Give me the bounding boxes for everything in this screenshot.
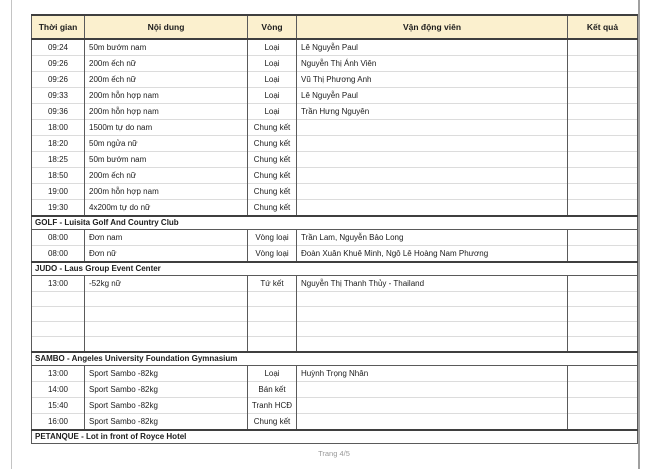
cell-round: Loại [248,39,297,56]
section-header-row [32,262,638,276]
cell-event: Đơn nữ [85,246,248,263]
table-row [32,230,638,246]
table-row [32,322,638,337]
section-header: SAMBO - Angeles University Foundation Gymnasium [32,352,638,366]
cell-result [568,246,638,263]
cell-round: Chung kết [248,120,297,136]
table-row [32,120,638,136]
cell-event: Sport Sambo -82kg [85,397,248,413]
cell-time: 09:26 [32,56,85,72]
schedule-table [31,14,638,444]
cell-time: 14:00 [32,381,85,397]
cell-athletes [297,337,568,352]
cell-event: 200m hỗn hợp nam [85,184,248,200]
cell-athletes [297,413,568,430]
cell-result [568,72,638,88]
col-header-event: Nội dung [85,15,248,39]
table-row [32,39,638,56]
cell-round: Tứ kết [248,276,297,292]
table-header [32,15,638,39]
cell-result [568,136,638,152]
cell-time: 09:24 [32,39,85,56]
cell-time: 08:00 [32,246,85,263]
cell-result [568,104,638,120]
cell-round: Vòng loại [248,230,297,246]
cell-result [568,365,638,381]
table-row [32,276,638,292]
table-row [32,136,638,152]
table-row [32,307,638,322]
cell-event: 50m bướm nam [85,152,248,168]
cell-event: 200m hỗn hợp nam [85,88,248,104]
section-header: GOLF - Luisita Golf And Country Club [32,216,638,230]
cell-athletes: Lê Nguyễn Paul [297,88,568,104]
cell-event [85,307,248,322]
cell-time: 19:30 [32,200,85,217]
cell-result [568,381,638,397]
cell-result [568,230,638,246]
cell-athletes [297,292,568,307]
cell-result [568,88,638,104]
section-header: PETANQUE - Lot in front of Royce Hotel [32,430,638,444]
cell-round [248,292,297,307]
table-row [32,88,638,104]
cell-event: Đơn nam [85,230,248,246]
table-row [32,72,638,88]
cell-result [568,322,638,337]
cell-round [248,307,297,322]
cell-athletes [297,168,568,184]
cell-round: Bán kết [248,381,297,397]
cell-time: 16:00 [32,413,85,430]
document-page [11,0,640,469]
cell-round: Chung kết [248,413,297,430]
cell-round [248,322,297,337]
cell-round: Chung kết [248,184,297,200]
cell-time: 09:26 [32,72,85,88]
cell-round: Loại [248,104,297,120]
cell-athletes [297,307,568,322]
cell-time: 15:40 [32,397,85,413]
cell-result [568,200,638,217]
cell-athletes [297,152,568,168]
cell-athletes [297,322,568,337]
section-header: JUDO - Laus Group Event Center [32,262,638,276]
cell-time: 08:00 [32,230,85,246]
cell-result [568,397,638,413]
cell-round [248,337,297,352]
cell-time [32,322,85,337]
cell-result [568,276,638,292]
cell-event: 4x200m tự do nữ [85,200,248,217]
table-row [32,381,638,397]
cell-event [85,337,248,352]
cell-round: Loại [248,365,297,381]
cell-round: Vòng loại [248,246,297,263]
cell-round: Tranh HCĐ [248,397,297,413]
cell-athletes: Vũ Thị Phương Anh [297,72,568,88]
cell-athletes [297,120,568,136]
table-row [32,152,638,168]
cell-time: 18:20 [32,136,85,152]
cell-result [568,168,638,184]
cell-time: 19:00 [32,184,85,200]
cell-time [32,337,85,352]
cell-time: 18:00 [32,120,85,136]
cell-event: Sport Sambo -82kg [85,381,248,397]
cell-result [568,39,638,56]
table-row [32,104,638,120]
table-row [32,184,638,200]
cell-event [85,322,248,337]
cell-athletes: Trần Hưng Nguyên [297,104,568,120]
table-row [32,56,638,72]
table-row [32,168,638,184]
cell-round: Chung kết [248,152,297,168]
cell-event: 200m ếch nữ [85,56,248,72]
cell-round: Chung kết [248,136,297,152]
cell-result [568,120,638,136]
cell-round: Chung kết [248,168,297,184]
cell-time: 18:50 [32,168,85,184]
cell-result [568,337,638,352]
col-header-result: Kết quả [568,15,638,39]
col-header-athletes: Vận động viên [297,15,568,39]
cell-athletes [297,136,568,152]
cell-round: Loại [248,56,297,72]
cell-athletes: Nguyễn Thị Ánh Viên [297,56,568,72]
cell-result [568,152,638,168]
col-header-round: Vòng [248,15,297,39]
cell-result [568,184,638,200]
cell-event: -52kg nữ [85,276,248,292]
cell-event: Sport Sambo -82kg [85,365,248,381]
cell-athletes [297,200,568,217]
section-header-row [32,352,638,366]
cell-round: Loại [248,88,297,104]
table-row [32,365,638,381]
col-header-time: Thời gian [32,15,85,39]
table-row [32,292,638,307]
cell-athletes [297,184,568,200]
cell-athletes: Đoàn Xuân Khuê Minh, Ngô Lê Hoàng Nam Phương [297,246,568,263]
table-row [32,200,638,217]
cell-round: Loại [248,72,297,88]
cell-time: 09:33 [32,88,85,104]
table-body [32,39,638,443]
cell-athletes: Lê Nguyễn Paul [297,39,568,56]
cell-result [568,56,638,72]
cell-event: 200m ếch nữ [85,168,248,184]
cell-event: 1500m tự do nam [85,120,248,136]
cell-time: 13:00 [32,276,85,292]
cell-athletes: Trần Lam, Nguyễn Bảo Long [297,230,568,246]
page-number: Trang 4/5 [318,449,350,458]
section-header-row [32,216,638,230]
section-header-row [32,430,638,444]
cell-athletes [297,397,568,413]
cell-time [32,292,85,307]
cell-round: Chung kết [248,200,297,217]
cell-athletes: Huỳnh Trọng Nhân [297,365,568,381]
cell-event: 200m ếch nữ [85,72,248,88]
cell-event: Sport Sambo -82kg [85,413,248,430]
cell-event [85,292,248,307]
cell-time: 13:00 [32,365,85,381]
table-row [32,413,638,430]
cell-athletes [297,381,568,397]
cell-time: 09:36 [32,104,85,120]
table-row [32,337,638,352]
cell-result [568,413,638,430]
cell-event: 200m hỗn hợp nam [85,104,248,120]
table-row [32,397,638,413]
cell-event: 50m ngửa nữ [85,136,248,152]
cell-event: 50m bướm nam [85,39,248,56]
table-row [32,246,638,263]
cell-result [568,307,638,322]
header-row [32,15,638,39]
cell-result [568,292,638,307]
cell-time: 18:25 [32,152,85,168]
cell-time [32,307,85,322]
cell-athletes: Nguyễn Thị Thanh Thủy - Thailand [297,276,568,292]
